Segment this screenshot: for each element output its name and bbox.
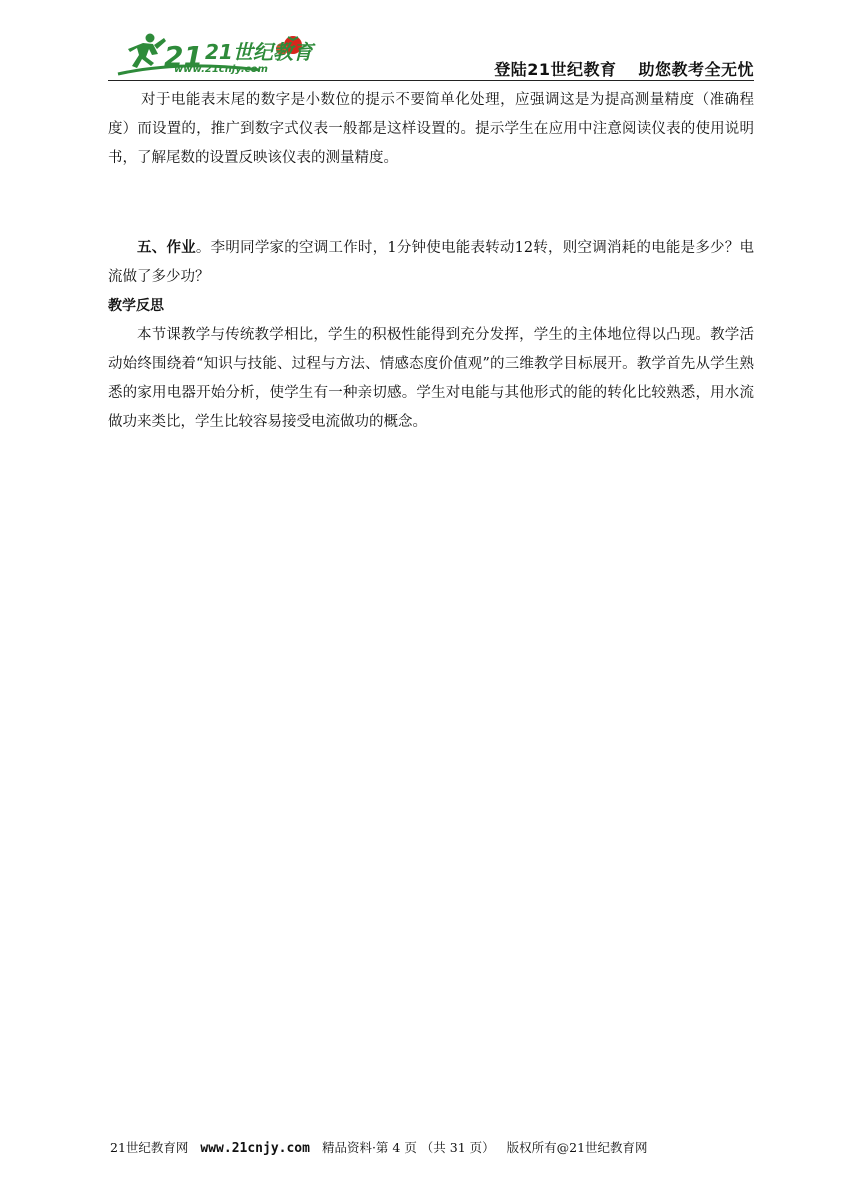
slogan-right: 助您教考全无忧: [638, 60, 754, 79]
document-body: [108, 86, 754, 437]
footer-page-info: 精品资料·第 4 页 （共 31 页）: [321, 1140, 495, 1155]
page-header: [108, 30, 754, 82]
logo-subtext: www.21cnjy.com: [174, 64, 268, 75]
site-logo: [110, 30, 313, 80]
svg-text:21: 21: [164, 40, 203, 73]
homework-heading: 五、作业: [137, 240, 196, 256]
slogan-left: 登陆21世纪教育: [494, 60, 617, 79]
logo-text: 21世纪教育: [205, 40, 313, 64]
header-divider: [108, 80, 754, 81]
reflection-title: 教学反思: [108, 298, 164, 314]
header-slogan: [494, 57, 754, 80]
homework-text: 。李明同学家的空调工作时，1分钟使电能表转动12转，则空调消耗的电能是多少？电流做了多少功？: [108, 240, 754, 285]
page-footer: [110, 1138, 750, 1156]
footer-site-link[interactable]: www.21cnjy.com: [200, 1141, 310, 1156]
footer-copyright: 版权所有@21世纪教育网: [506, 1140, 648, 1155]
footer-network: 21世纪教育网: [110, 1140, 189, 1155]
paragraph-reflection: 本节课教学与传统教学相比，学生的积极性能得到充分发挥，学生的主体地位得以凸现。教学活动始终围绕着“知识与技能、过程与方法、情感态度价值观”的三维教学目标展开。教学首先从学生熟悉的家用电器开始分析，使学生有一种亲切感。学生对电能与其他形式的能的转化比较熟悉，用水流做功来类比，学生比较容易接受电流做功的概念。: [108, 327, 754, 430]
paragraph-meter-precision: 对于电能表末尾的数字是小数位的提示不要简单化处理，应强调这是为提高测量精度（准确程度）而设置的，推广到数字式仪表一般都是这样设置的。提示学生在应用中注意阅读仪表的使用说明书，了解尾数的设置反映该仪表的测量精度。: [108, 92, 754, 166]
paragraph-homework: [108, 234, 754, 292]
blank-space: [108, 173, 754, 234]
